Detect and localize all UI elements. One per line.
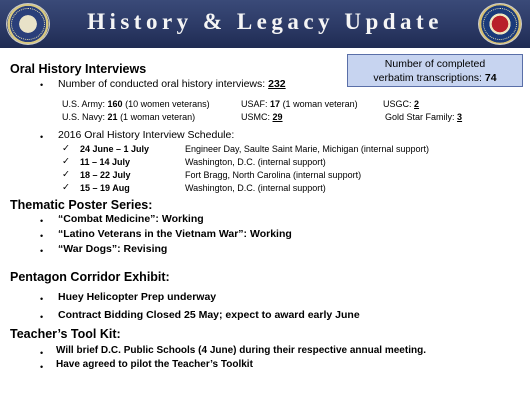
check-icon: ✓ — [62, 182, 70, 193]
pentagon-item: Contract Bidding Closed 25 May; expect to award early June — [58, 309, 360, 321]
callout-line2: verbatim transcriptions: — [373, 72, 482, 84]
conducted-label: Number of conducted oral history interviews: — [58, 78, 266, 90]
poster-item: “War Dogs”: Revising — [58, 243, 168, 255]
bullet-icon: • — [40, 216, 44, 226]
army-count-line: U.S. Army: 160 (10 women veterans) — [62, 99, 210, 109]
check-icon: ✓ — [62, 169, 70, 180]
bullet-icon: • — [40, 312, 44, 322]
bullet-icon: • — [40, 231, 44, 241]
transcriptions-count: 74 — [484, 72, 497, 84]
usaf-count-line: USAF: 17 (1 woman veteran) — [241, 99, 358, 109]
bullet-icon: • — [40, 80, 44, 90]
schedule-date: 11 – 14 July — [80, 157, 131, 167]
schedule-event: Washington, D.C. (internal support) — [185, 157, 326, 167]
poster-item: “Combat Medicine”: Working — [58, 213, 204, 225]
toolkit-item: Will brief D.C. Public Schools (4 June) during their respective annual meeting. — [56, 345, 426, 356]
schedule-date: 15 – 19 Aug — [80, 183, 130, 193]
toolkit-item: Have agreed to pilot the Teacher’s Toolkit — [56, 359, 253, 370]
transcriptions-callout — [347, 54, 523, 87]
poster-item: “Latino Veterans in the Vietnam War”: Working — [58, 228, 292, 240]
schedule-event: Fort Bragg, North Carolina (internal support) — [185, 170, 362, 180]
poster-series-heading: Thematic Poster Series: — [10, 198, 153, 212]
schedule-event: Engineer Day, Saulte Saint Marie, Michigan (internal support) — [185, 144, 429, 154]
bullet-icon: • — [40, 294, 44, 304]
bullet-icon: • — [40, 348, 44, 358]
schedule-event: Washington, D.C. (internal support) — [185, 183, 326, 193]
gold-star-count-line: Gold Star Family: 3 — [385, 112, 463, 122]
oral-history-heading: Oral History Interviews — [10, 62, 147, 76]
pentagon-exhibit-heading: Pentagon Corridor Exhibit: — [10, 270, 170, 284]
navy-count-line: U.S. Navy: 21 (1 woman veteran) — [62, 112, 196, 122]
bullet-icon: • — [40, 132, 44, 142]
schedule-label: 2016 Oral History Interview Schedule: — [58, 129, 235, 141]
page-title: History & Legacy Update — [87, 9, 443, 34]
teachers-toolkit-heading: Teacher’s Tool Kit: — [10, 327, 121, 341]
vietnam-war-commemoration-seal-icon — [478, 3, 522, 45]
check-icon: ✓ — [62, 143, 70, 154]
title-banner — [0, 0, 530, 48]
check-icon: ✓ — [62, 156, 70, 167]
bullet-icon: • — [40, 362, 44, 372]
conducted-count: 232 — [268, 78, 286, 90]
pentagon-item: Huey Helicopter Prep underway — [58, 291, 217, 303]
usmc-count-line: USMC: 29 — [241, 112, 283, 122]
usgc-count-line: USGC: 2 — [383, 99, 420, 109]
schedule-date: 24 June – 1 July — [80, 144, 150, 154]
callout-line1: Number of completed — [384, 58, 486, 70]
conducted-interviews-line — [58, 78, 286, 90]
bullet-icon: • — [40, 246, 44, 256]
schedule-date: 18 – 22 July — [80, 170, 131, 180]
